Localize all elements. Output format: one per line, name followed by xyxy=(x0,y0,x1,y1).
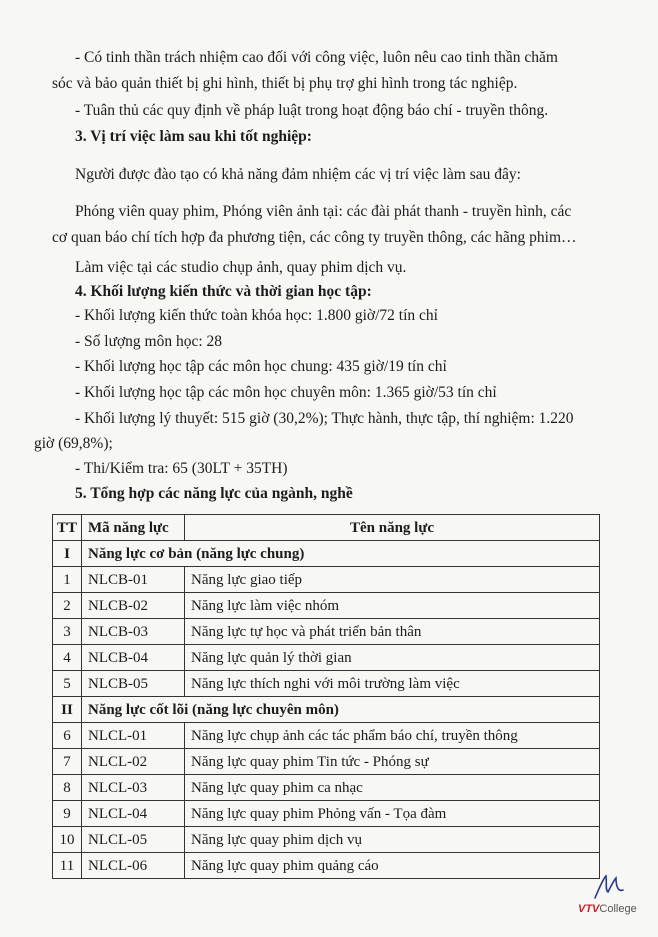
table-row xyxy=(53,567,600,593)
row-number: 7 xyxy=(53,749,82,775)
row-name: Năng lực giao tiếp xyxy=(185,567,600,593)
bullet-line: - Thi/Kiểm tra: 65 (30LT + 35TH) xyxy=(75,460,288,477)
paragraph-line: Làm việc tại các studio chụp ảnh, quay phim dịch vụ. xyxy=(75,259,407,276)
row-code: NLCL-04 xyxy=(82,801,185,827)
row-name: Năng lực chụp ảnh các tác phẩm báo chí, truyền thông xyxy=(185,723,600,749)
logo-brand: VTV xyxy=(578,903,600,915)
group-row xyxy=(53,697,600,723)
row-code: NLCL-03 xyxy=(82,775,185,801)
paragraph-line: sóc và bảo quản thiết bị ghi hình, thiết bị phụ trợ ghi hình trong tác nghiệp. xyxy=(52,75,518,92)
paragraph-line: - Tuân thủ các quy định về pháp luật trong hoạt động báo chí - truyền thông. xyxy=(75,102,549,119)
row-code: NLCL-01 xyxy=(82,723,185,749)
row-number: 9 xyxy=(53,801,82,827)
table-row xyxy=(53,619,600,645)
group-number: II xyxy=(53,697,82,723)
paragraph-line: Người được đào tạo có khả năng đảm nhiệm các vị trí việc làm sau đây: xyxy=(75,166,521,183)
row-code: NLCB-01 xyxy=(82,567,185,593)
paragraph-line: - Có tinh thần trách nhiệm cao đối với công việc, luôn nêu cao tinh thần chăm xyxy=(75,49,558,66)
row-name: Năng lực quay phim quảng cáo xyxy=(185,853,600,879)
row-code: NLCL-06 xyxy=(82,853,185,879)
row-number: 4 xyxy=(53,645,82,671)
section-heading-4: 4. Khối lượng kiến thức và thời gian học tập: xyxy=(75,283,372,300)
row-name: Năng lực thích nghi với môi trường làm việc xyxy=(185,671,600,697)
group-title: Năng lực cốt lõi (năng lực chuyên môn) xyxy=(82,697,600,723)
table-row xyxy=(53,801,600,827)
group-number: I xyxy=(53,541,82,567)
paragraph-line: Phóng viên quay phim, Phóng viên ảnh tại: các đài phát thanh - truyền hình, các xyxy=(75,203,572,220)
group-row xyxy=(53,541,600,567)
table-row xyxy=(53,671,600,697)
row-code: NLCB-04 xyxy=(82,645,185,671)
row-name: Năng lực làm việc nhóm xyxy=(185,593,600,619)
bullet-line: - Khối lượng học tập các môn học chuyên môn: 1.365 giờ/53 tín chỉ xyxy=(75,384,497,401)
table-row xyxy=(53,827,600,853)
row-code: NLCB-03 xyxy=(82,619,185,645)
row-name: Năng lực quay phim Tin tức - Phóng sự xyxy=(185,749,600,775)
row-number: 8 xyxy=(53,775,82,801)
table-header-row xyxy=(53,515,600,541)
row-number: 10 xyxy=(53,827,82,853)
table-row xyxy=(53,593,600,619)
row-code: NLCB-02 xyxy=(82,593,185,619)
college-logo xyxy=(578,902,637,916)
row-name: Năng lực quay phim Phỏng vấn - Tọa đàm xyxy=(185,801,600,827)
bullet-line: - Số lượng môn học: 28 xyxy=(75,333,223,350)
row-number: 1 xyxy=(53,567,82,593)
header-name: Tên năng lực xyxy=(185,515,600,541)
header-tt: TT xyxy=(53,515,82,541)
row-name: Năng lực quản lý thời gian xyxy=(185,645,600,671)
header-code: Mã năng lực xyxy=(82,515,185,541)
capability-table xyxy=(52,514,600,879)
section-heading-3: 3. Vị trí việc làm sau khi tốt nghiệp: xyxy=(75,128,312,145)
section-heading-5: 5. Tổng hợp các năng lực của ngành, nghề xyxy=(75,485,353,502)
bullet-line: giờ (69,8%); xyxy=(34,435,113,452)
signature-icon xyxy=(592,872,626,902)
row-name: Năng lực tự học và phát triển bản thân xyxy=(185,619,600,645)
row-number: 5 xyxy=(53,671,82,697)
row-number: 6 xyxy=(53,723,82,749)
row-name: Năng lực quay phim ca nhạc xyxy=(185,775,600,801)
row-code: NLCL-02 xyxy=(82,749,185,775)
paragraph-line: cơ quan báo chí tích hợp đa phương tiện, các công ty truyền thông, các hãng phim… xyxy=(52,229,577,246)
table-row xyxy=(53,775,600,801)
table-row xyxy=(53,853,600,879)
row-code: NLCB-05 xyxy=(82,671,185,697)
row-code: NLCL-05 xyxy=(82,827,185,853)
row-number: 2 xyxy=(53,593,82,619)
logo-suffix: College xyxy=(599,903,637,915)
table-row xyxy=(53,749,600,775)
bullet-line: - Khối lượng kiến thức toàn khóa học: 1.800 giờ/72 tín chỉ xyxy=(75,307,438,324)
row-number: 3 xyxy=(53,619,82,645)
group-title: Năng lực cơ bản (năng lực chung) xyxy=(82,541,600,567)
table-row xyxy=(53,723,600,749)
row-name: Năng lực quay phim dịch vụ xyxy=(185,827,600,853)
bullet-line: - Khối lượng lý thuyết: 515 giờ (30,2%); Thực hành, thực tập, thí nghiệm: 1.220 xyxy=(75,410,574,427)
bullet-line: - Khối lượng học tập các môn học chung: 435 giờ/19 tín chỉ xyxy=(75,358,447,375)
table-row xyxy=(53,645,600,671)
row-number: 11 xyxy=(53,853,82,879)
